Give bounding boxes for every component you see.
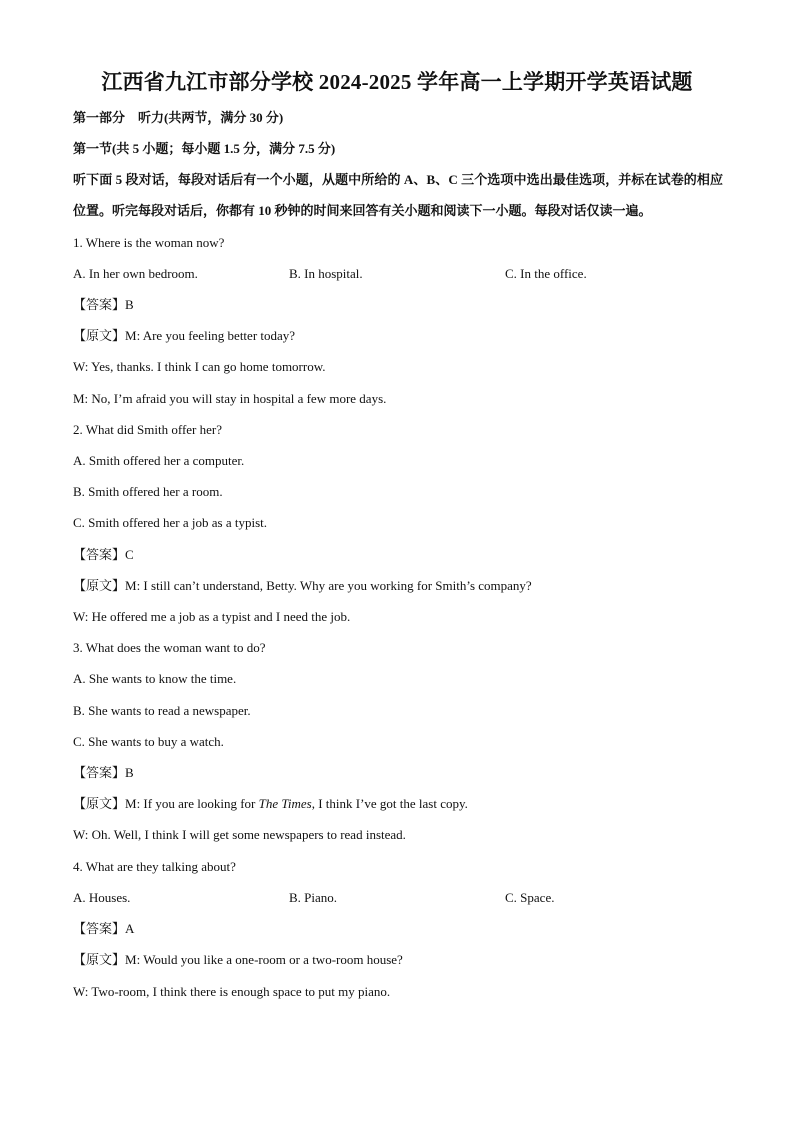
newspaper-title: The Times xyxy=(258,796,312,811)
answer-value: A xyxy=(125,921,135,936)
q3-option-b: B. She wants to read a newspaper. xyxy=(73,703,251,718)
q1-answer xyxy=(73,297,134,313)
section-heading: 第一节(共 5 小题；每小题 1.5 分，满分 7.5 分) xyxy=(73,141,336,156)
q2-option-a: A. Smith offered her a computer. xyxy=(73,453,245,468)
q3-answer xyxy=(73,765,134,781)
q1-option-a: A. In her own bedroom. xyxy=(73,266,198,281)
answer-value: B xyxy=(125,765,134,780)
page-title: 江西省九江市部分学校 2024-2025 学年高一上学期开学英语试题 xyxy=(101,70,693,94)
script-label: 【原文】 xyxy=(73,328,126,343)
instructions: 听下面 5 段对话，每段对话后有一个小题，从题中所给的 A、B、C 三个选项中选出最佳选项，并标在试卷的相应位置。听完每段对话后，你都有 10 秒钟的时间来回答有关小题和阅读下一小题。每段对话仅读一遍。 xyxy=(73,172,723,218)
answer-value: C xyxy=(125,547,134,562)
q2-script-1 xyxy=(73,578,532,594)
q4-script-2: W: Two-room, I think there is enough space to put my piano. xyxy=(73,984,391,999)
q1-script-1 xyxy=(73,328,295,344)
script-text: M: Are you feeling better today? xyxy=(125,328,296,343)
answer-label: 【答案】 xyxy=(73,297,126,312)
question-2: 2. What did Smith offer her? xyxy=(73,422,222,437)
q1-script-3: M: No, I’m afraid you will stay in hospital a few more days. xyxy=(73,391,387,406)
part-heading: 第一部分 听力(共两节，满分 30 分) xyxy=(73,110,284,125)
script-text: M: Would you like a one-room or a two-room house? xyxy=(125,952,403,967)
answer-label: 【答案】 xyxy=(73,765,126,780)
question-4: 4. What are they talking about? xyxy=(73,859,236,874)
q4-option-b: B. Piano. xyxy=(289,890,338,905)
q4-option-a: A. Houses. xyxy=(73,890,131,905)
q4-option-c: C. Space. xyxy=(505,890,555,905)
q4-answer xyxy=(73,921,134,937)
q2-script-2: W: He offered me a job as a typist and I need the job. xyxy=(73,609,351,624)
script-label: 【原文】 xyxy=(73,578,126,593)
answer-value: B xyxy=(125,297,134,312)
question-3: 3. What does the woman want to do? xyxy=(73,640,266,655)
answer-label: 【答案】 xyxy=(73,921,126,936)
script-text: , I think I’ve got the last copy. xyxy=(311,796,468,811)
question-1: 1. Where is the woman now? xyxy=(73,235,225,250)
script-label: 【原文】 xyxy=(73,796,126,811)
script-label: 【原文】 xyxy=(73,952,126,967)
q4-script-1 xyxy=(73,952,403,968)
script-text: M: If you are looking for xyxy=(125,796,259,811)
q1-option-c: C. In the office. xyxy=(505,266,587,281)
q3-script-1 xyxy=(73,796,468,812)
script-text: M: I still can’t understand, Betty. Why are you working for Smith’s company? xyxy=(125,578,532,593)
q2-answer xyxy=(73,547,134,563)
q2-option-b: B. Smith offered her a room. xyxy=(73,484,223,499)
q3-option-a: A. She wants to know the time. xyxy=(73,671,237,686)
q3-option-c: C. She wants to buy a watch. xyxy=(73,734,224,749)
answer-label: 【答案】 xyxy=(73,547,126,562)
q2-option-c: C. Smith offered her a job as a typist. xyxy=(73,515,268,530)
q1-script-2: W: Yes, thanks. I think I can go home tomorrow. xyxy=(73,359,326,374)
q1-option-b: B. In hospital. xyxy=(289,266,363,281)
q3-script-2: W: Oh. Well, I think I will get some newspapers to read instead. xyxy=(73,827,406,842)
